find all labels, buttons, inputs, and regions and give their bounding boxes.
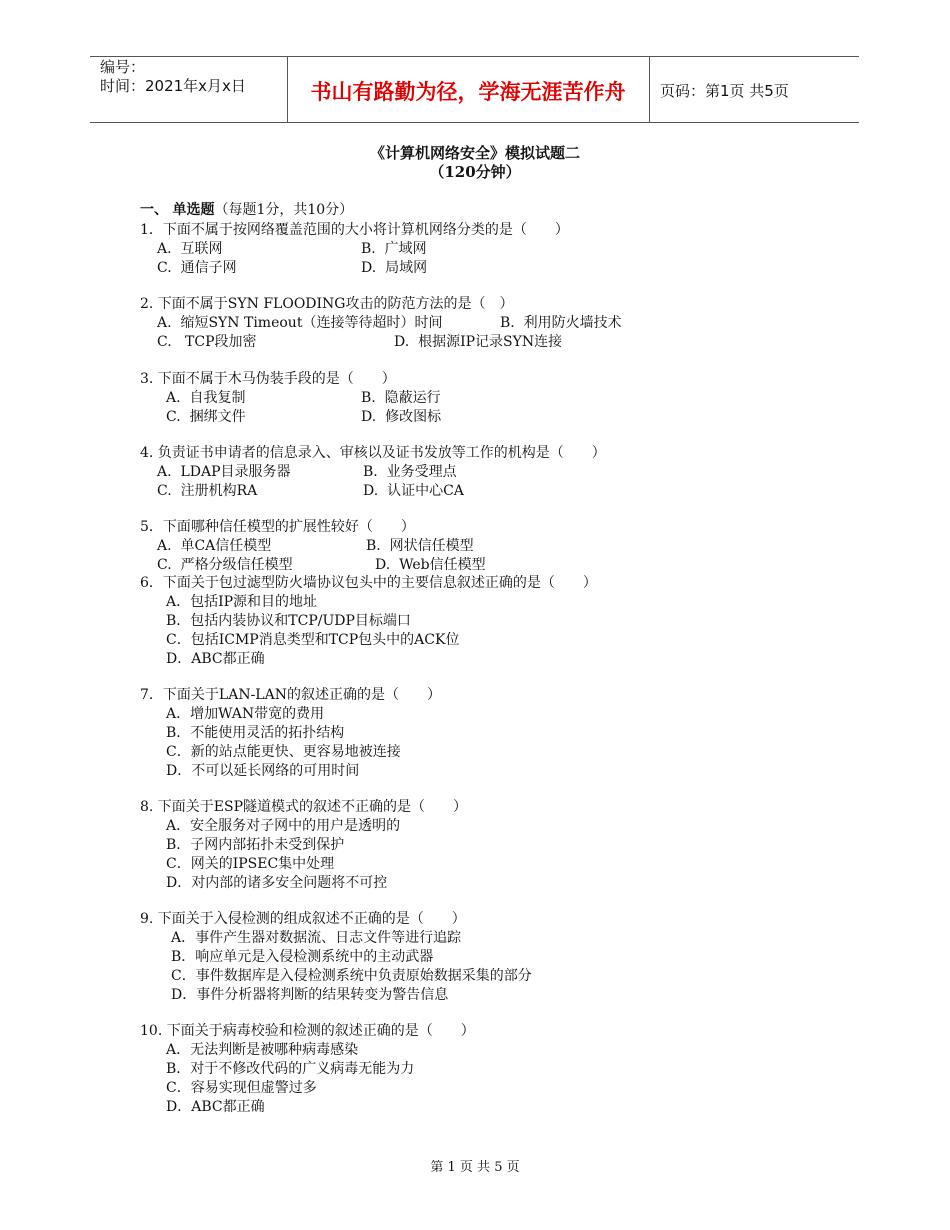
question-option: A. 自我复制 <box>166 390 246 406</box>
question-option: B. 广域网 <box>361 241 427 257</box>
question-stem: 1．下面不属于按网络覆盖范围的大小将计算机网络分类的是（ ） <box>140 222 569 238</box>
question-option: C. 严格分级信任模型 <box>157 557 293 573</box>
question-option: B．响应单元是入侵检测系统中的主动武器 <box>171 949 434 965</box>
question-option: A．包括IP源和目的地址 <box>166 594 318 610</box>
question-option: A．安全服务对子网中的用户是透明的 <box>166 818 401 834</box>
section-index: 一、 <box>140 202 168 218</box>
header-rule-top <box>90 56 859 57</box>
question-option: A．事件产生器对数据流、日志文件等进行追踪 <box>171 930 462 946</box>
question-option: C．包括ICMP消息类型和TCP包头中的ACK位 <box>166 632 460 648</box>
question-stem: 8. 下面关于ESP隧道模式的叙述不正确的是（ ） <box>140 799 468 815</box>
question-stem: 9. 下面关于入侵检测的组成叙述不正确的是（ ） <box>140 911 466 927</box>
exam-title <box>0 144 950 182</box>
question-option: C．网关的IPSEC集中处理 <box>166 856 335 872</box>
section-note: （每题1分，共10分） <box>214 202 354 218</box>
question-option: B. 隐蔽运行 <box>361 390 441 406</box>
question-stem: 2. 下面不属于SYN FLOODING攻击的防范方法的是（ ） <box>140 296 514 312</box>
question-option: B．对于不修改代码的广义病毒无能为力 <box>166 1061 415 1077</box>
question-option: D．事件分析器将判断的结果转变为警告信息 <box>171 987 449 1003</box>
question-option: B．包括内装协议和TCP/UDP目标端口 <box>166 613 411 629</box>
header-divider <box>649 56 650 122</box>
question-option: D．不可以延长网络的可用时间 <box>166 763 360 779</box>
header-rule-bottom <box>90 122 859 123</box>
exam-title-main: 《计算机网络安全》模拟试题二 <box>369 144 580 162</box>
section-name: 单选题 <box>172 202 215 218</box>
question-option: B．不能使用灵活的拓扑结构 <box>166 725 345 741</box>
question-option: C．新的站点能更快、更容易地被连接 <box>166 744 401 760</box>
section-heading <box>140 199 353 219</box>
question-option: C．容易实现但虚警过多 <box>166 1080 317 1096</box>
question-option: A. 互联网 <box>157 241 223 257</box>
question-option: D. 认证中心CA <box>363 483 464 499</box>
question-option: D. 修改图标 <box>361 409 442 425</box>
question-option: B．子网内部拓扑未受到保护 <box>166 837 345 853</box>
question-stem: 3. 下面不属于木马伪装手段的是（ ） <box>140 371 396 387</box>
question-option: D. 根据源IP记录SYN连接 <box>394 334 563 350</box>
question-option: C. TCP段加密 <box>157 334 257 350</box>
header-page-info: 页码：第1页 共5页 <box>660 82 789 100</box>
document-time: 时间：2021年x月x日 <box>100 77 246 95</box>
question-stem: 7．下面关于LAN-LAN的叙述正确的是（ ） <box>140 687 441 703</box>
question-option: A．无法判断是被哪种病毒感染 <box>166 1042 359 1058</box>
question-option: A. LDAP目录服务器 <box>157 464 291 480</box>
page-footer: 第 1 页 共 5 页 <box>430 1160 520 1175</box>
question-option: A. 单CA信任模型 <box>157 538 272 554</box>
question-option: C. 捆绑文件 <box>166 409 246 425</box>
question-option: B. 业务受理点 <box>363 464 457 480</box>
question-option: C．事件数据库是入侵检测系统中负责原始数据采集的部分 <box>171 968 532 984</box>
header-motto: 书山有路勤为径，学海无涯苦作舟 <box>310 80 626 104</box>
question-option: D．ABC都正确 <box>166 1099 265 1115</box>
document-number-label: 编号： <box>100 58 146 76</box>
question-stem: 5．下面哪种信任模型的扩展性较好（ ） <box>140 519 415 535</box>
question-option: A. 缩短SYN Timeout（连接等待超时）时间 <box>157 315 443 331</box>
question-option: B. 利用防火墙技术 <box>500 315 622 331</box>
question-option: B. 网状信任模型 <box>366 538 474 554</box>
question-option: D．ABC都正确 <box>166 651 265 667</box>
question-option: D．对内部的诸多安全问题将不可控 <box>166 875 388 891</box>
question-option: A．增加WAN带宽的费用 <box>166 706 325 722</box>
question-stem: 6．下面关于包过滤型防火墙协议包头中的主要信息叙述正确的是（ ） <box>140 575 597 591</box>
question-stem: 10. 下面关于病毒校验和检测的叙述正确的是（ ） <box>140 1023 475 1039</box>
question-stem: 4. 负责证书申请者的信息录入、审核以及证书发放等工作的机构是（ ） <box>140 445 606 461</box>
header-meta <box>100 58 246 96</box>
question-option: C. 通信子网 <box>157 260 237 276</box>
question-option: D. 局域网 <box>361 260 428 276</box>
question-option: C. 注册机构RA <box>157 483 258 499</box>
exam-duration: （120分钟） <box>429 163 521 181</box>
question-option: D. Web信任模型 <box>375 557 486 573</box>
